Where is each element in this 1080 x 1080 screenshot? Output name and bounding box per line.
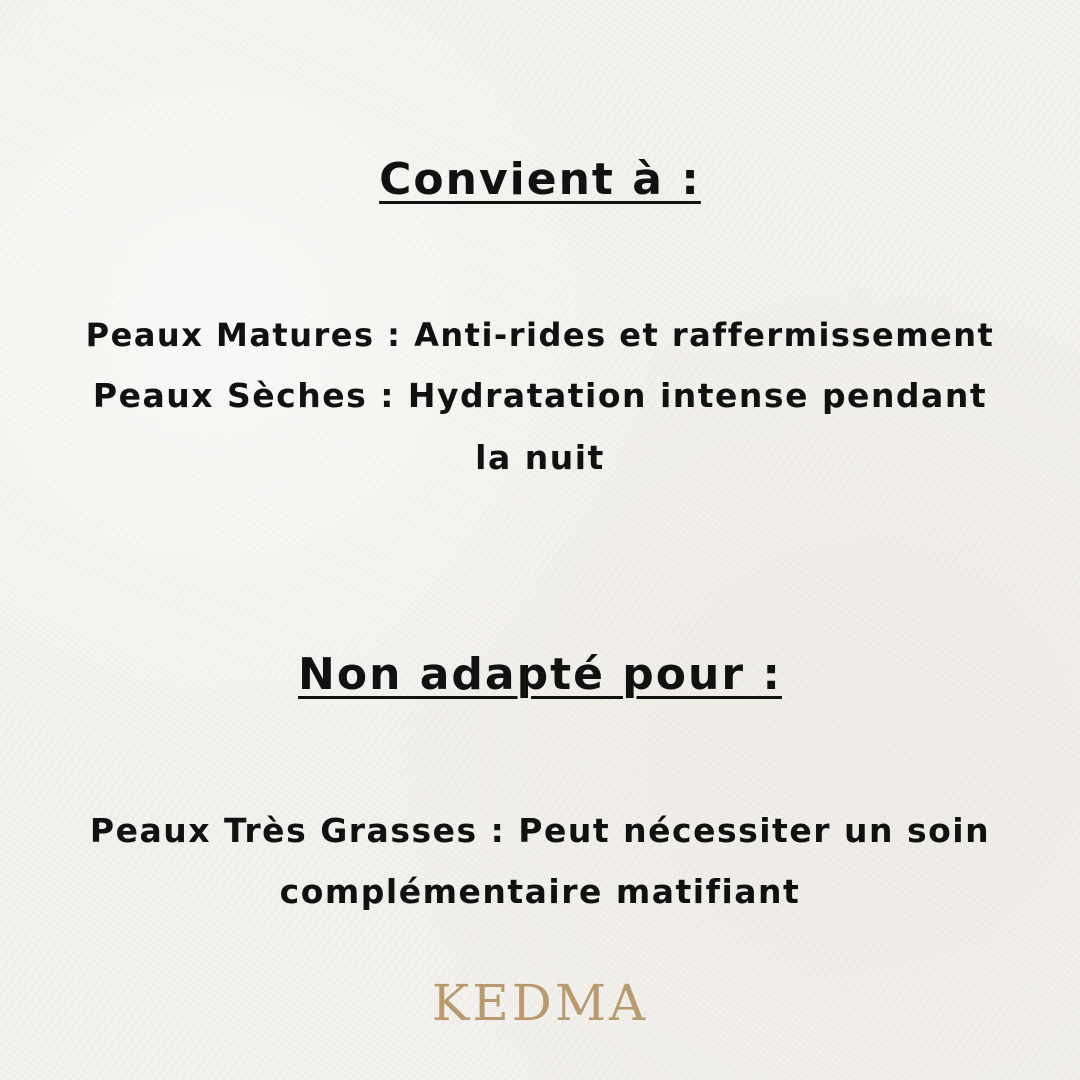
suitable-line-dry-skin: Peaux Sèches : Hydratation intense pendant — [92, 376, 988, 415]
brand-logo: KEDMA — [431, 974, 649, 1032]
unsuitable-line-oily-skin-continued: complémentaire matifiant — [279, 872, 801, 911]
suitable-line-mature-skin: Peaux Matures : Anti-rides et raffermissement — [85, 316, 995, 354]
unsuitable-heading: Non adapté pour : — [298, 649, 782, 700]
suitable-line-dry-skin-continued: la nuit — [475, 438, 605, 477]
unsuitable-line-oily-skin: Peaux Très Grasses : Peut nécessiter un soin — [89, 811, 991, 850]
suitable-heading: Convient à : — [379, 154, 701, 205]
